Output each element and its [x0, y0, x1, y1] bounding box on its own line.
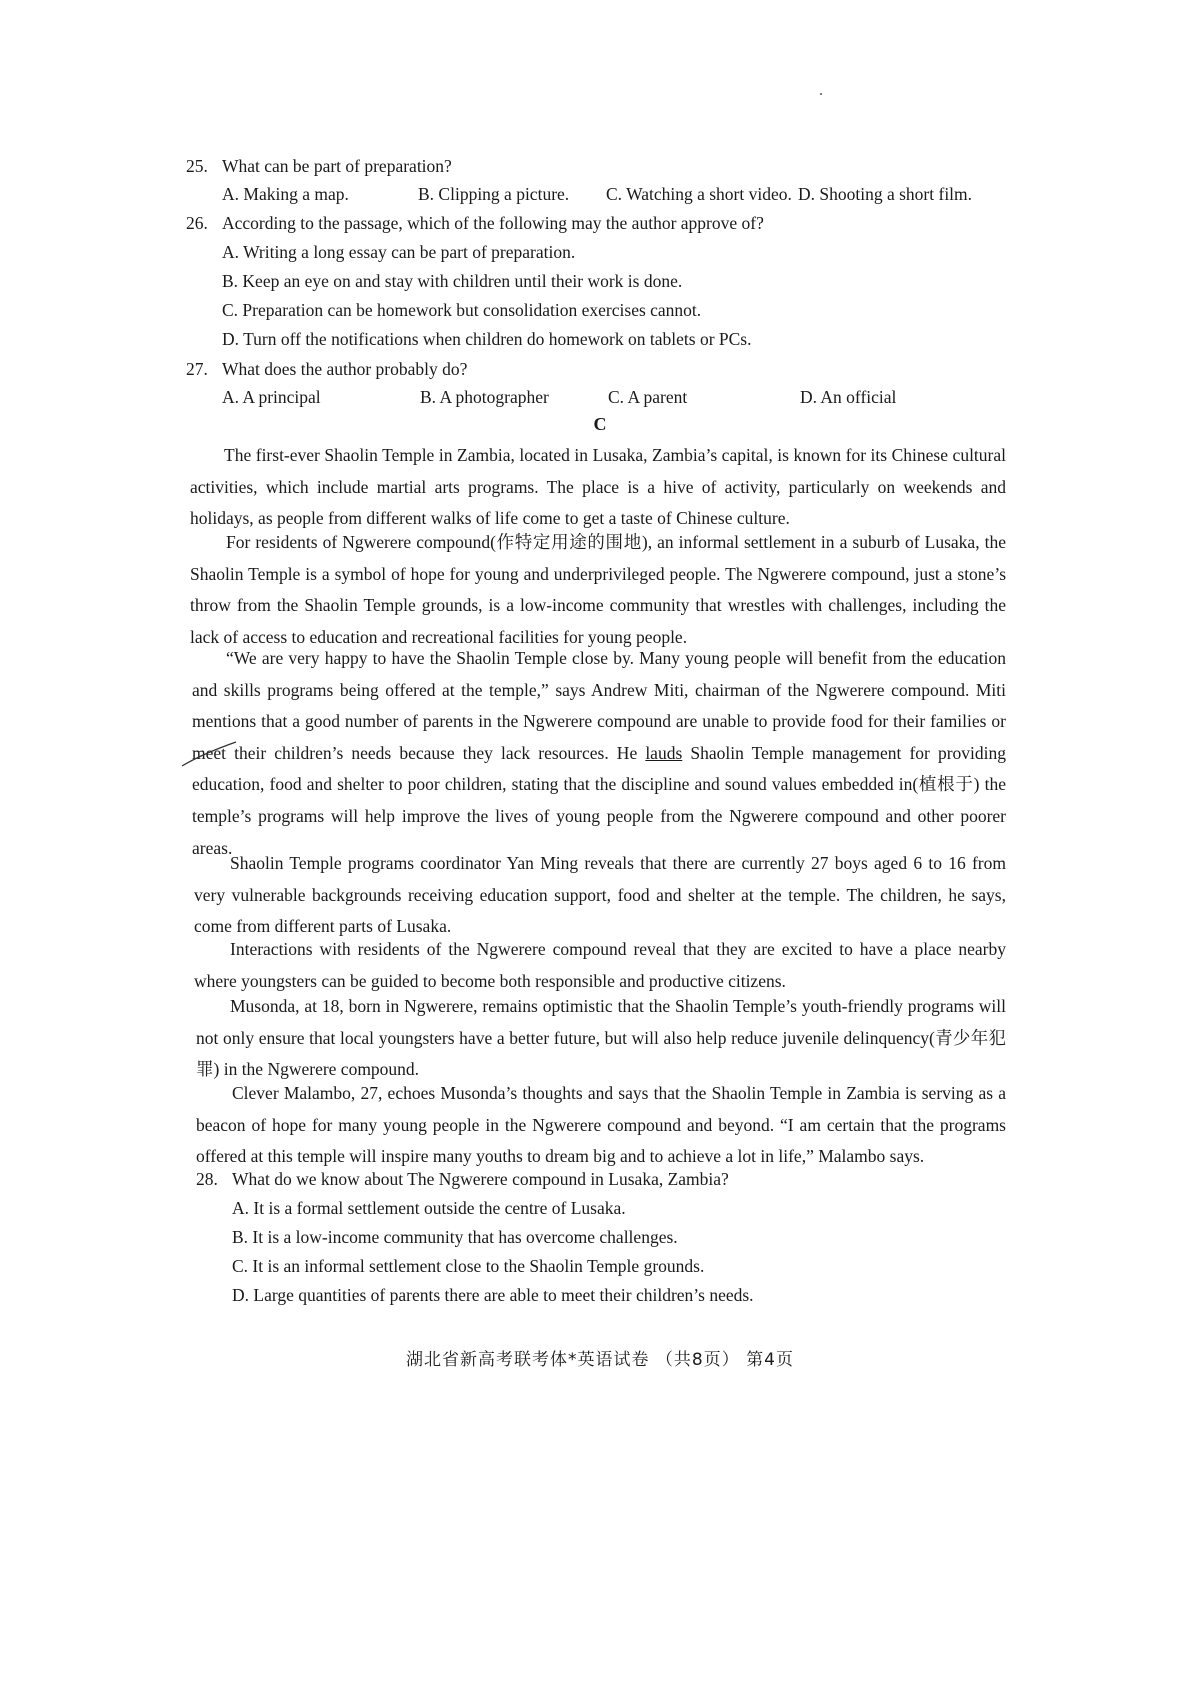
quote-text-before: “We are very happy to have the Shaolin Temple close by. Many young people will benefit from the education and skills programs being offered at the temple,” says Andrew Miti, chairman of the Ngwerere compound. Miti mentions that a good number of parents in the Ngwerere compound are unable to provide food for their families or meet their children’s needs because they lack resources. He	[192, 648, 1006, 763]
passage-paragraph: Shaolin Temple programs coordinator Yan Ming reveals that there are currently 27 boys aged 6 to 16 from very vulnerable backgrounds receiving education support, food and shelter at the temple. The children, he says, come from different parts of Lusaka.	[194, 853, 1006, 937]
option-d: D. Turn off the notifications when children do homework on tablets or PCs.	[222, 329, 752, 349]
passage-paragraph: Musonda, at 18, born in Ngwerere, remains optimistic that the Shaolin Temple’s youth-friendly programs will not only ensure that local youngsters have a better future, but will also help reduce juvenile delinquency(青少年犯罪) in the Ngwerere compound.	[196, 996, 1006, 1080]
option-b: B. A photographer	[420, 387, 549, 407]
pen-mark	[180, 738, 240, 770]
question-stem: What can be part of preparation?	[222, 156, 452, 176]
passage-paragraph-quote	[192, 643, 1006, 864]
option-b: B. Clipping a picture.	[418, 184, 570, 204]
option-b: B. Keep an eye on and stay with children until their work is done.	[222, 271, 683, 291]
option-d: D. An official	[800, 387, 897, 407]
option-c: C. It is an informal settlement close to the Shaolin Temple grounds.	[232, 1256, 705, 1276]
passage-paragraph: For residents of Ngwerere compound(作特定用途的围地), an informal settlement in a suburb of Lusaka, the Shaolin Temple is a symbol of hope for young and underprivileged people. The Ngwerere compound, just a stone’s throw from the Shaolin Temple grounds, is a low-income community that wrestles with challenges, including the lack of access to education and recreational facilities for young people.	[190, 532, 1006, 647]
passage-paragraph: Interactions with residents of the Ngwerere compound reveal that they are excited to have a place nearby where youngsters can be guided to become both responsible and productive citizens.	[194, 939, 1006, 991]
question-stem: What do we know about The Ngwerere compound in Lusaka, Zambia?	[232, 1169, 729, 1189]
passage-paragraph: Clever Malambo, 27, echoes Musonda’s thoughts and says that the Shaolin Temple in Zambia is serving as a beacon of hope for many young people in the Ngwerere compound and beyond. “I am certain that the programs offered at this temple will inspire many youths to dream big and to achieve a lot in life,” Malambo says.	[196, 1083, 1006, 1167]
question-number: 25.	[186, 156, 208, 176]
option-a: A. It is a formal settlement outside the centre of Lusaka.	[232, 1198, 626, 1218]
option-c: C. A parent	[608, 387, 688, 407]
underlined-word: lauds	[645, 742, 683, 763]
quote-text-after: Shaolin Temple management for providing education, food and shelter to poor children, stating that the discipline and sound values embedded in(植根于) the temple’s programs will help improve the lives of young people from the Ngwerere compound and other poorer areas.	[192, 742, 1006, 858]
scan-speck	[820, 93, 822, 95]
option-c: C. Watching a short video.	[606, 184, 792, 204]
section-heading: C	[593, 414, 607, 434]
option-a: A. Making a map.	[222, 184, 349, 204]
question-stem: What does the author probably do?	[222, 359, 468, 379]
passage-paragraph: The first-ever Shaolin Temple in Zambia, located in Lusaka, Zambia’s capital, is known for its Chinese cultural activities, which include martial arts programs. The place is a hive of activity, particularly on weekends and holidays, as people from different walks of life come to get a taste of Chinese culture.	[190, 445, 1006, 529]
option-b: B. It is a low-income community that has overcome challenges.	[232, 1227, 678, 1247]
option-d: D. Shooting a short film.	[798, 184, 973, 204]
page-footer: 湖北省新高考联考体*英语试卷 （共8页） 第4页	[406, 1350, 794, 1370]
option-d: D. Large quantities of parents there are able to meet their children’s needs.	[232, 1285, 754, 1305]
question-number: 26.	[186, 213, 208, 233]
option-a: A. A principal	[222, 387, 321, 407]
question-number: 28.	[196, 1169, 218, 1189]
option-c: C. Preparation can be homework but consolidation exercises cannot.	[222, 300, 702, 320]
question-stem: According to the passage, which of the following may the author approve of?	[222, 213, 764, 233]
option-a: A. Writing a long essay can be part of preparation.	[222, 242, 576, 262]
question-number: 27.	[186, 359, 208, 379]
